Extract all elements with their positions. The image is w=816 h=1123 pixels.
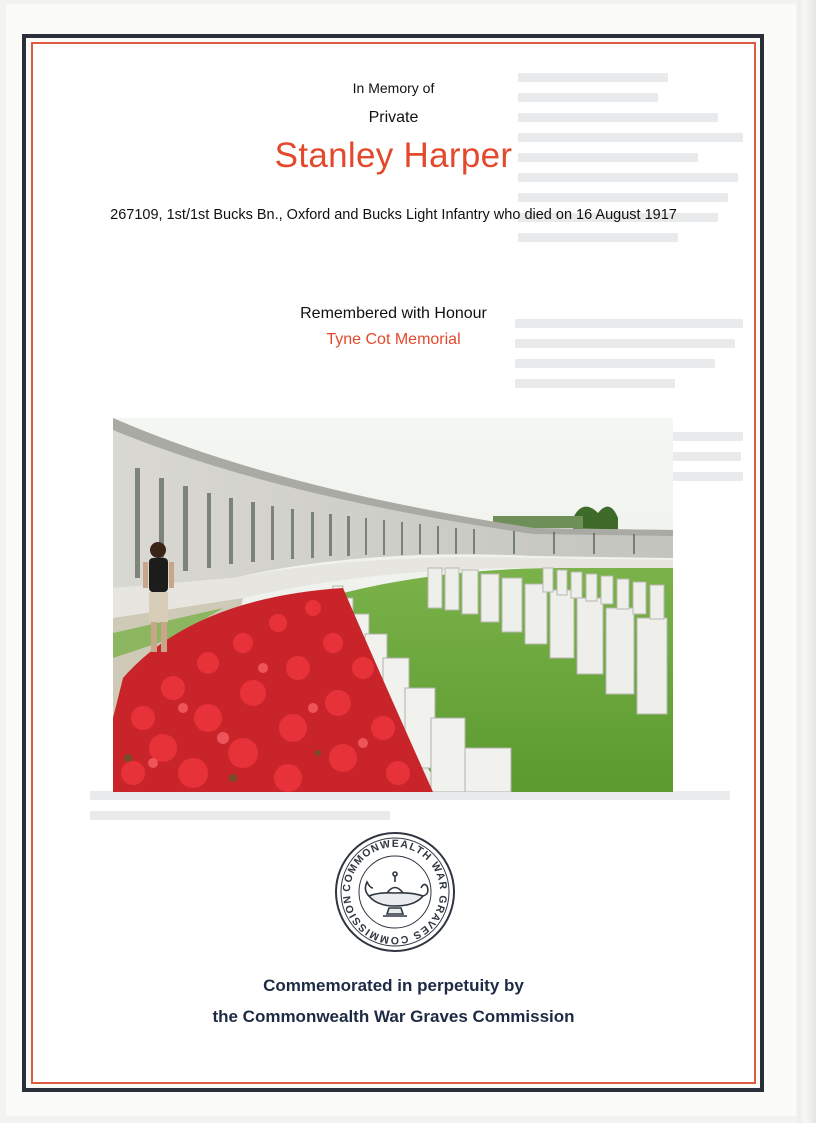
in-memory-of-label: In Memory of <box>352 80 435 96</box>
memorial-wall-photo <box>113 418 673 792</box>
rank-label: Private <box>368 109 419 126</box>
soldier-name: Stanley Harper <box>274 136 513 175</box>
service-details: 267109, 1st/1st Bucks Bn., Oxford and Bucks Light Infantry who died on 16 August 1917 <box>110 207 677 223</box>
seal-text: COMMONWEALTH WAR GRAVES COMMISSION <box>340 837 450 947</box>
cwgc-seal <box>333 830 457 954</box>
memorial-name: Tyne Cot Memorial <box>326 331 461 348</box>
commemoration-line-1: Commemorated in perpetuity by <box>263 976 524 995</box>
scanner-edge <box>798 0 816 1123</box>
commemoration-line-2: the Commonwealth War Graves Commission <box>212 1007 575 1026</box>
honour-line: Remembered with Honour <box>300 305 487 322</box>
